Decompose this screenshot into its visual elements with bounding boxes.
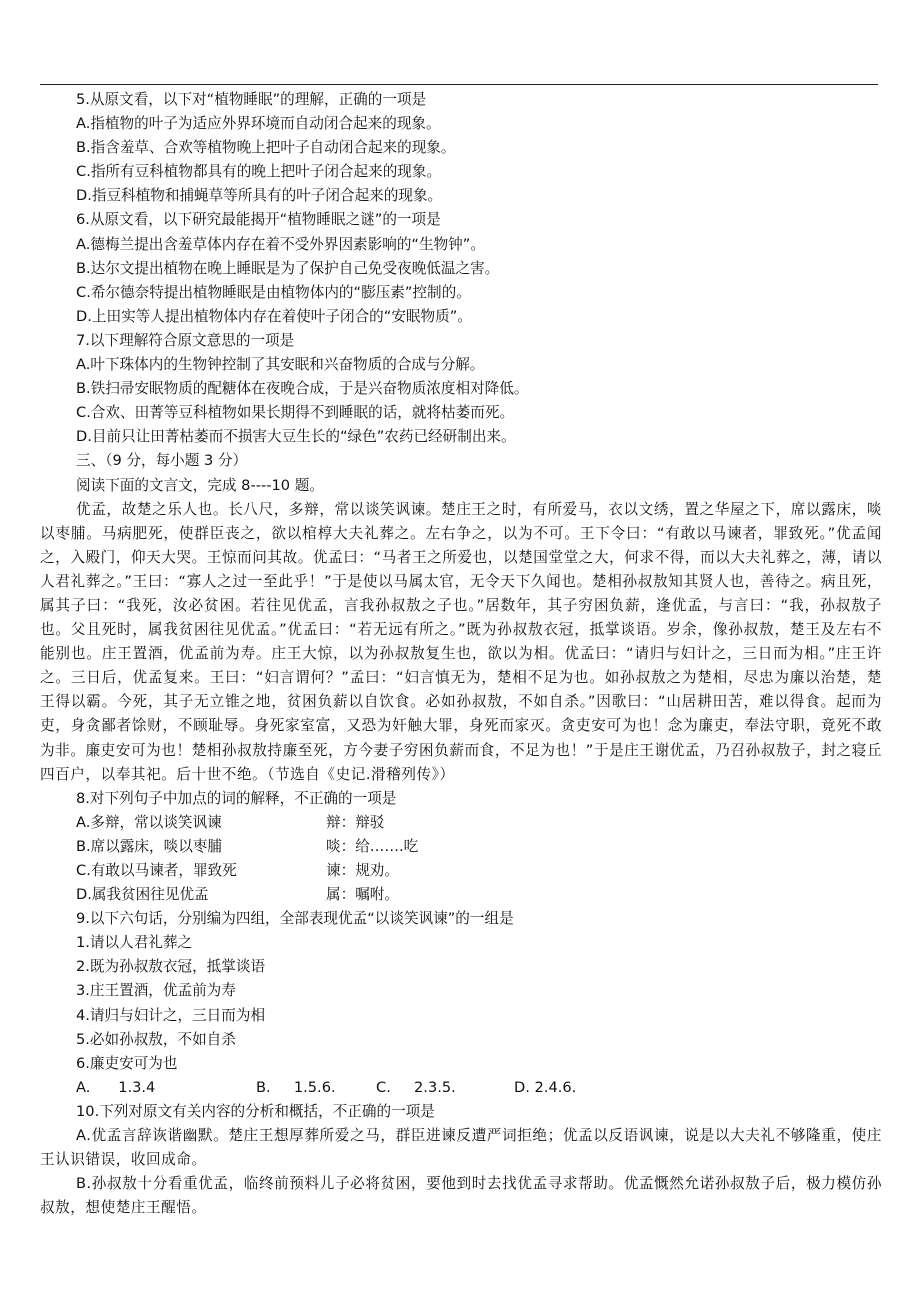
question-5-option-c: C.指所有豆科植物都具有的晚上把叶子闭合起来的现象。 bbox=[76, 163, 442, 181]
exam-page bbox=[40, 88, 882, 1220]
question-8-option-c bbox=[76, 859, 882, 883]
question-5-option-b: B.指含羞草、合欢等植物晚上把叶子自动闭合起来的现象。 bbox=[76, 139, 456, 157]
question-10-option-a bbox=[40, 1124, 882, 1172]
option-gloss: 谏：规劝。 bbox=[326, 862, 399, 879]
question-6-option-d: D.上田实等人提出植物体内存在着使叶子闭合的“安眠物质”。 bbox=[76, 307, 472, 325]
option-sentence: B.席以露床，啖以枣脯 bbox=[76, 837, 222, 855]
option-gloss: 啖：给…….吃 bbox=[326, 837, 419, 855]
option-text: A.优孟言辞诙谐幽默。楚庄王想厚葬所爱之马，群臣进谏反遭严词拒绝；优孟以反语讽谏，说是以大夫礼不够隆重，使庄王认识错误，收回成命。 bbox=[40, 1127, 882, 1169]
question-7-option-d: D.目前只让田菁枯萎而不损害大豆生长的“绿色”农药已经研制出来。 bbox=[76, 428, 516, 446]
question-8-option-d bbox=[76, 883, 882, 907]
question-7-option-b: B.铁扫帚安眠物质的配糖体在夜晚合成，于是兴奋物质浓度相对降低。 bbox=[76, 380, 529, 398]
question-6-option-b: B.达尔文提出植物在晚上睡眠是为了保护自己免受夜晚低温之害。 bbox=[76, 259, 500, 277]
question-8-stem: 8.对下列句子中加点的词的解释，不正确的一项是 bbox=[76, 789, 397, 807]
header-rule bbox=[40, 84, 878, 85]
question-5-option-d: D.指豆科植物和捕蝇草等所具有的叶子闭合起来的现象。 bbox=[76, 187, 443, 205]
question-9-choice-a: A. 1.3.4 bbox=[76, 1078, 156, 1096]
option-sentence: D.属我贫困往见优孟 bbox=[76, 886, 209, 904]
question-10-option-b bbox=[40, 1172, 882, 1220]
question-7-option-c: C.合欢、田菁等豆科植物如果长期得不到睡眠的话，就将枯萎而死。 bbox=[76, 404, 515, 422]
question-9-item-5: 5.必如孙叔敖，不如自杀 bbox=[76, 1030, 236, 1048]
question-9-choice-b: B. 1.5.6. bbox=[256, 1078, 336, 1096]
question-9-choice-c: C. 2.3.5. bbox=[376, 1078, 456, 1096]
question-9-item-6: 6.廉吏安可为也 bbox=[76, 1054, 178, 1072]
question-6-option-a: A.德梅兰提出含羞草体内存在着不受外界因素影响的“生物钟”。 bbox=[76, 235, 485, 253]
question-8-option-a bbox=[76, 811, 882, 835]
question-9-choices bbox=[76, 1076, 882, 1100]
question-9-item-4: 4.请归与妇计之，三日而为相 bbox=[76, 1006, 266, 1024]
option-text: B.孙叔敖十分看重优孟，临终前预料儿子必将贫困，要他到时去找优孟寻求帮助。优孟慨然允诺孙叔敖子后，极力模仿孙叔敖，想使楚庄王醒悟。 bbox=[40, 1175, 882, 1217]
option-gloss: 属：嘱咐。 bbox=[326, 886, 399, 904]
question-9-choice-d: D. 2.4.6. bbox=[514, 1078, 577, 1096]
question-6-option-c: C.希尔德奈特提出植物睡眠是由植物体内的“膨压素”控制的。 bbox=[76, 283, 471, 301]
question-5-stem: 5.从原文看，以下对“植物睡眠”的理解，正确的一项是 bbox=[76, 91, 427, 108]
question-6-stem: 6.从原文看，以下研究最能揭开“植物睡眠之谜”的一项是 bbox=[76, 211, 441, 229]
option-sentence: C.有敢以马谏者，罪致死 bbox=[76, 862, 237, 879]
question-9-stem: 9.以下六句话，分别编为四组，全部表现优孟“以谈笑讽谏”的一组是 bbox=[76, 910, 514, 928]
question-7-option-a: A.叶下珠体内的生物钟控制了其安眠和兴奋物质的合成与分解。 bbox=[76, 356, 485, 374]
section-3-heading: 三、（9 分，每小题 3 分） bbox=[76, 452, 248, 470]
passage-text: 优孟，故楚之乐人也。长八尺，多辩，常以谈笑讽谏。楚庄王之时，有所爱马，衣以文绣，置之华屋之下，席以露床，啖以枣脯。马病肥死，使群臣丧之，欲以棺椁大夫礼葬之。左右争之，以为不可。王下令曰：“有敢以马谏者，罪致死。”优孟闻之，入殿门，仰天大哭。王惊而问其故。优孟曰：“马者王之所爱也，以楚国堂堂之大，何求不得，而以大夫礼葬之，薄，请以人君礼葬之。”王曰：“寡人之过一至此乎！”于是使以马属太官，无令天下久闻也。楚相孙叔敖知其贤人也，善待之。病且死，属其子曰：“我死，汝必贫困。若往见优孟，言我孙叔敖之子也。”居数年，其子穷困负薪，逢优孟，与言曰：“我，孙叔敖子也。父且死时，属我贫困往见优孟。”优孟曰：“若无远有所之。”既为孙叔敖衣冠，抵掌谈语。岁余，像孙叔敖，楚王及左右不能别也。庄王置酒，优孟前为寿。庄王大惊，以为孙叔敖复生也，欲以为相。优孟曰：“请归与妇计之，三日而为相。”庄王许之。三日后，优孟复来。王曰：“妇言谓何？”孟曰：“妇言慎无为，楚相不足为也。如孙叔敖之为楚相，尽忠为廉以治楚，楚王得以霸。今死，其子无立锥之地，贫困负薪以自饮食。必如孙叔敖，不如自杀。”因歌曰：“山居耕田苦，难以得食。起而为吏，身贪鄙者馀财，不顾耻辱。身死家室富，又恐为奸触大罪，身死而家灭。贪吏安可为也！念为廉吏，奉法守职，竟死不敢为非。廉吏安可为也！楚相孙叔敖持廉至死，方今妻子穷困负薪而食，不足为也！”于是庄王谢优孟，乃召孙叔敖子，封之寝丘四百户，以奉其祀。后十世不绝。（节选自《史记.滑稽列传》） bbox=[40, 500, 882, 783]
question-7-stem: 7.以下理解符合原文意思的一项是 bbox=[76, 331, 295, 349]
question-5-option-a: A.指植物的叶子为适应外界环境而自动闭合起来的现象。 bbox=[76, 115, 441, 133]
question-9-item-1: 1.请以人君礼葬之 bbox=[76, 934, 193, 952]
question-10-stem: 10.下列对原文有关内容的分析和概括，不正确的一项是 bbox=[76, 1102, 435, 1120]
classical-passage bbox=[40, 498, 882, 787]
option-sentence: A.多辩，常以谈笑讽谏 bbox=[76, 813, 222, 831]
question-8-option-b bbox=[76, 835, 882, 859]
question-9-item-3: 3.庄王置酒，优孟前为寿 bbox=[76, 982, 236, 1000]
section-3-instruction: 阅读下面的文言文，完成 8----10 题。 bbox=[76, 476, 324, 494]
question-9-item-2: 2.既为孙叔敖衣冠，抵掌谈语 bbox=[76, 958, 266, 976]
option-gloss: 辩：辩驳 bbox=[326, 813, 385, 831]
